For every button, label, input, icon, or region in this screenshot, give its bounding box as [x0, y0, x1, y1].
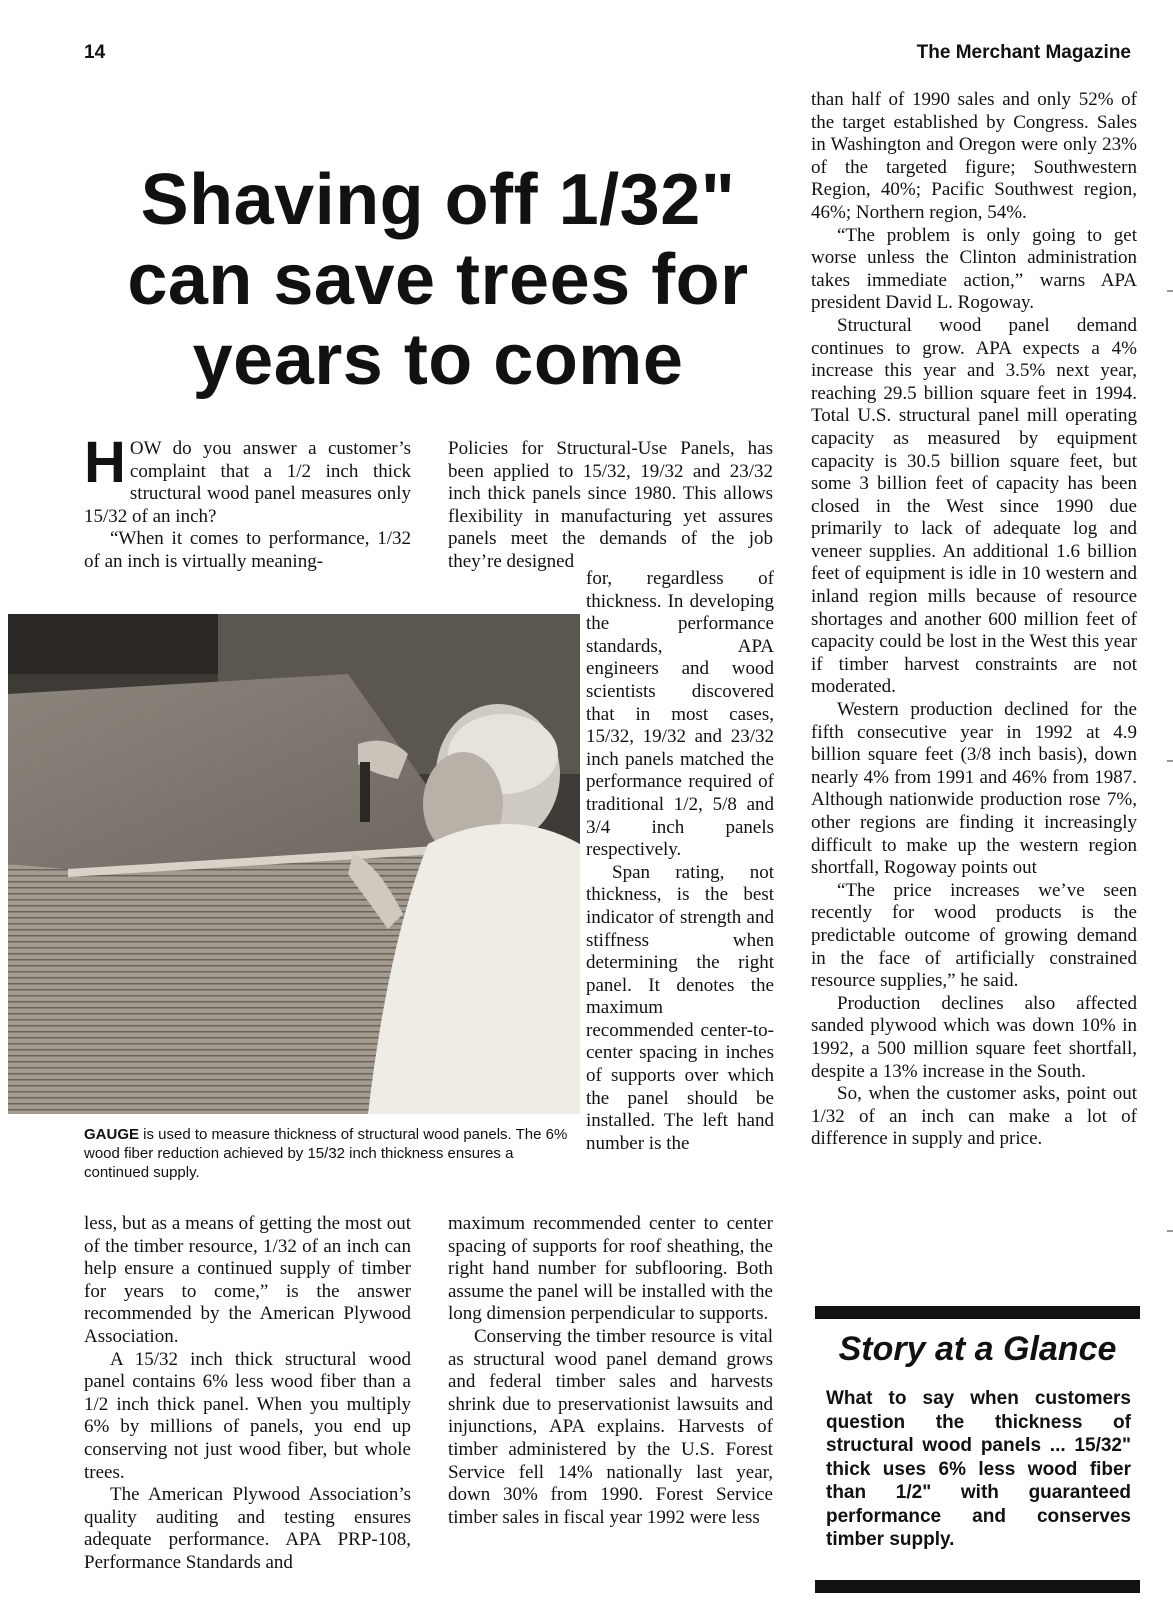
caption-text: is used to measure thickness of structural wood panels. The 6% wood fiber reduction achieved by 15/32 inch thickness ensures a continued supply. [84, 1126, 568, 1181]
body-paragraph: maximum recommended center to center spacing of supports for roof sheathing, the right hand number for subflooring. Both assume the panel will be installed with the long dimension perpendicular to supports. [448, 1213, 773, 1325]
wrap-paragraph-2: Span rating, not thickness, is the best indicator of strength and stiffness when determining the right panel. It denotes the maximum recommended center-to-center spacing in inches of supports over which the panel should be installed. The left hand number is the [586, 861, 774, 1154]
body-paragraph: “The price increases we’ve seen recently for wood products is the predictable outcome of growing demand in the face of artificially constrained resource supplies,” he said. [811, 879, 1137, 992]
column-2-wrap [586, 568, 774, 1155]
column-2-top [448, 438, 773, 574]
body-paragraph: than half of 1990 sales and only 52% of the target established by Congress. Sales in Washington and Oregon were only 23% of the targeted figure; Southwestern Region, 40%; Pacific Southwest region, 46%; Northern region, 54%. [811, 89, 1137, 223]
publication-name: The Merchant Magazine [916, 42, 1131, 63]
scan-edge-mark [1167, 290, 1173, 292]
scan-edge-mark [1167, 1230, 1173, 1232]
glance-top-rule [815, 1306, 1140, 1319]
column-1-top [84, 430, 411, 574]
page-number: 14 [84, 42, 106, 63]
body-paragraph: Structural wood panel demand continues to grow. APA expects a 4% increase this year and 3.5% next year, reaching 29.5 billion square feet in 1994. Total U.S. structural panel mill operating capacity as measured by equipment capacity is 30.5 billion square feet, but some 3 billion feet of capacity has been closed in the West since 1990 due primarily to lack of adequate log and veneer supplies. An additional 1.6 billion feet of equipment is idle in 10 western and inland region mills because of resource shortages and another 600 million feet of capacity could be lost in the West this year if timber harvest constraints are not moderated. [811, 314, 1137, 698]
photo-caption [84, 1125, 574, 1182]
glance-summary: What to say when customers question the thickness of structural wood panels ... 15/32" thick uses 6% less wood fiber than 1/2" with guaranteed performance and conserves timber supply. [826, 1388, 1131, 1550]
body-paragraph: Western production declined for the fifth consecutive year in 1992 at 4.9 billion square feet (3/8 inch basis), down nearly 4% from 1991 and 46% from 1987. Although nationwide production rose 7%, other regions are finding it increasingly difficult to make up the western region shortfall, Rogoway points out [811, 699, 1137, 879]
glance-bottom-rule [815, 1580, 1140, 1593]
article-headline: Shaving off 1/32" can save trees for years to come [127, 160, 749, 400]
body-paragraph: Policies for Structural-Use Panels, has been applied to 15/32, 19/32 and 23/32 inch thick panels since 1980. This allows flexibility in manufacturing yet assures panels meet the demands of the job they’re designed [448, 438, 773, 572]
column-3 [811, 89, 1137, 1151]
wrap-paragraph-1: for, regardless of thickness. In developing the performance standards, APA engineers and wood scientists discovered that in most cases, 15/32, 19/32 and 23/32 inch panels matched the performance required of traditional 1/2, 5/8 and 3/4 inch panels respectively. [586, 568, 774, 861]
column-2-bottom [448, 1213, 773, 1529]
glance-title: Story at a Glance [838, 1330, 1117, 1368]
caption-lead: GAUGE [84, 1126, 140, 1143]
drop-cap: H [84, 430, 126, 495]
body-paragraph: less, but as a means of getting the most out of the timber resource, 1/32 of an inch can help ensure a continued supply of timber for years to come,” is the answer recommended by the American Plywood Association. [84, 1213, 411, 1347]
column-1-bottom [84, 1213, 411, 1575]
body-paragraph: Conserving the timber resource is vital as structural wood panel demand grows and federal timber sales and harvests shrink due to preservationist lawsuits and injunctions, APA explains. Harvests of timber administered by the U.S. Forest Service fell 14% nationally last year, down 30% from 1990. Forest Service timber sales in fiscal year 1992 were less [448, 1325, 773, 1528]
opening-paragraph: HOW do you answer a customer’s complaint that a 1/2 inch thick structural wood panel measures only 15/32 of an inch? [84, 430, 411, 527]
body-paragraph: “The problem is only going to get worse unless the Clinton administration takes immediate action,” warns APA president David L. Rogoway. [811, 224, 1137, 314]
gauge-photo [8, 614, 580, 1114]
scan-edge-mark [1167, 760, 1173, 762]
body-paragraph: So, when the customer asks, point out 1/32 of an inch can make a lot of difference in supply and price. [811, 1083, 1137, 1150]
body-paragraph: A 15/32 inch thick structural wood panel contains 6% less wood fiber than a 1/2 inch thick panel. When you multiply 6% by millions of panels, you end up conserving not just wood fiber, but whole trees. [84, 1348, 411, 1483]
body-paragraph: The American Plywood Association’s quality auditing and testing ensures adequate performance. APA PRP-108, Performance Standards and [84, 1484, 411, 1573]
body-paragraph: Production declines also affected sanded plywood which was down 10% in 1992, a 500 million square feet shortfall, despite a 13% increase in the South. [811, 992, 1137, 1082]
gauge-photo-illustration [8, 614, 580, 1114]
quote-paragraph: “When it comes to performance, 1/32 of an inch is virtually meaning- [84, 528, 411, 572]
